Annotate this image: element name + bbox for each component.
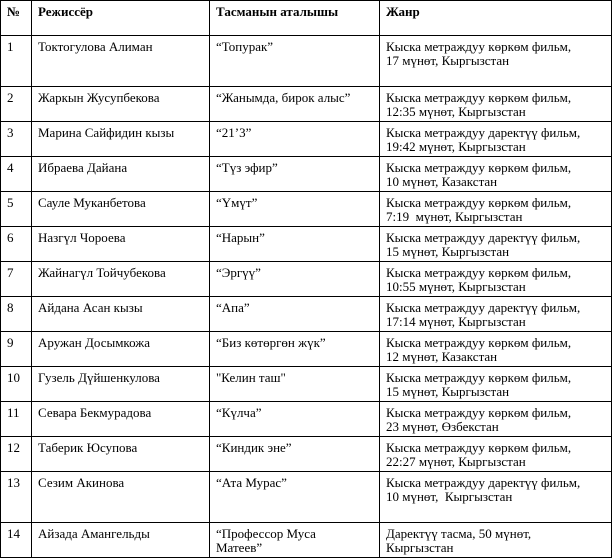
genre-line: Кыска метраждуу көркөм фильм, [386, 195, 572, 210]
row-genre [380, 332, 612, 367]
row-genre [380, 87, 612, 122]
header-title: Тасманын аталышы [210, 1, 380, 36]
row-num: 6 [1, 227, 32, 262]
genre-line: 17 мүнөт, Кыргызстан [386, 53, 510, 68]
genre-line: Кыска метраждуу даректүү фильм, [386, 125, 581, 140]
row-genre [380, 367, 612, 402]
genre-line: Кыска метраждуу көркөм фильм, [386, 160, 572, 175]
row-title: “Ата Мурас” [210, 472, 380, 523]
row-title: “Эргүү” [210, 262, 380, 297]
genre-line: Кыска метраждуу даректүү фильм, [386, 300, 581, 315]
row-genre [380, 402, 612, 437]
row-genre [380, 523, 612, 558]
header-row [1, 1, 612, 36]
row-director: Назгүл Чороева [32, 227, 210, 262]
table-row [1, 36, 612, 87]
row-title: “Топурак” [210, 36, 380, 87]
row-genre [380, 262, 612, 297]
table-row [1, 523, 612, 558]
row-title: "Келин таш" [210, 367, 380, 402]
table-row [1, 402, 612, 437]
row-title: “Жанымда, бирок алыс” [210, 87, 380, 122]
genre-line: Кыска метраждуу даректүү фильм, [386, 230, 581, 245]
row-num: 10 [1, 367, 32, 402]
genre-line: 15 мүнөт, Кыргызстан [386, 384, 510, 399]
row-genre [380, 192, 612, 227]
row-title: “Үмүт” [210, 192, 380, 227]
row-director: Жаркын Жусупбекова [32, 87, 210, 122]
table-row [1, 192, 612, 227]
row-num: 5 [1, 192, 32, 227]
genre-line: 15 мүнөт, Кыргызстан [386, 244, 510, 259]
row-genre [380, 227, 612, 262]
table-row [1, 227, 612, 262]
genre-line: Кыска метраждуу көркөм фильм, [386, 90, 572, 105]
row-director: Жайнагүл Тойчубекова [32, 262, 210, 297]
header-num: № [1, 1, 32, 36]
genre-line: 23 мүнөт, Өзбекстан [386, 419, 499, 434]
row-director: Аружан Досымкожа [32, 332, 210, 367]
row-title: “Киндик эне” [210, 437, 380, 472]
title-line: Матеев” [216, 540, 263, 555]
genre-line: Даректүү тасма, 50 мүнөт, [386, 526, 532, 541]
row-genre [380, 437, 612, 472]
table-row [1, 437, 612, 472]
row-genre [380, 297, 612, 332]
row-num: 8 [1, 297, 32, 332]
genre-line: 10:55 мүнөт, Кыргызстан [386, 279, 526, 294]
row-num: 12 [1, 437, 32, 472]
table-row [1, 87, 612, 122]
row-num: 7 [1, 262, 32, 297]
row-director: Гузель Дүйшенкулова [32, 367, 210, 402]
row-director: Сауле Муканбетова [32, 192, 210, 227]
genre-line: Кыска метраждуу көркөм фильм, [386, 370, 572, 385]
row-genre [380, 157, 612, 192]
row-title [210, 523, 380, 558]
row-num: 2 [1, 87, 32, 122]
genre-line: 19:42 мүнөт, Кыргызстан [386, 139, 526, 154]
table-row [1, 157, 612, 192]
header-genre: Жанр [380, 1, 612, 36]
row-num: 13 [1, 472, 32, 523]
row-genre [380, 122, 612, 157]
row-director: Сезим Акинова [32, 472, 210, 523]
genre-line: Кыска метраждуу көркөм фильм, [386, 265, 572, 280]
row-director: Марина Сайфидин кызы [32, 122, 210, 157]
genre-line: 17:14 мүнөт, Кыргызстан [386, 314, 526, 329]
row-num: 1 [1, 36, 32, 87]
row-genre [380, 36, 612, 87]
table-row [1, 262, 612, 297]
genre-line: Кыска метраждуу көркөм фильм, [386, 335, 572, 350]
title-line: “Профессор Муса [216, 526, 316, 541]
row-director: Ибраева Дайана [32, 157, 210, 192]
header-director: Режиссёр [32, 1, 210, 36]
table-row [1, 472, 612, 523]
row-director: Таберик Юсупова [32, 437, 210, 472]
genre-line: Кыска метраждуу көркөм фильм, [386, 440, 572, 455]
row-num: 14 [1, 523, 32, 558]
row-num: 9 [1, 332, 32, 367]
genre-line: 12 мүнөт, Казакстан [386, 349, 498, 364]
table-row [1, 367, 612, 402]
genre-line: Кыргызстан [386, 540, 454, 555]
row-director: Токтогулова Алиман [32, 36, 210, 87]
row-director: Севара Бекмурадова [32, 402, 210, 437]
row-title: “Түз эфир” [210, 157, 380, 192]
row-title: “21’3” [210, 122, 380, 157]
row-num: 3 [1, 122, 32, 157]
table-row [1, 332, 612, 367]
row-title: “Нарын” [210, 227, 380, 262]
row-title: “Биз көтөргөн жүк” [210, 332, 380, 367]
genre-line: 10 мүнөт, Кыргызстан [386, 489, 513, 504]
genre-line: Кыска метраждуу көркөм фильм, [386, 405, 572, 420]
row-director: Айзада Амангельды [32, 523, 210, 558]
genre-line: Кыска метраждуу даректүү фильм, [386, 475, 581, 490]
row-num: 4 [1, 157, 32, 192]
genre-line: 10 мүнөт, Казакстан [386, 174, 498, 189]
row-num: 11 [1, 402, 32, 437]
row-title: “Апа” [210, 297, 380, 332]
row-director: Айдана Асан кызы [32, 297, 210, 332]
table-row [1, 122, 612, 157]
genre-line: 22:27 мүнөт, Кыргызстан [386, 454, 526, 469]
table-row [1, 297, 612, 332]
genre-line: Кыска метраждуу көркөм фильм, [386, 39, 572, 54]
row-genre [380, 472, 612, 523]
genre-line: 7:19 мүнөт, Кыргызстан [386, 209, 523, 224]
genre-line: 12:35 мүнөт, Кыргызстан [386, 104, 526, 119]
row-title: “Күлча” [210, 402, 380, 437]
